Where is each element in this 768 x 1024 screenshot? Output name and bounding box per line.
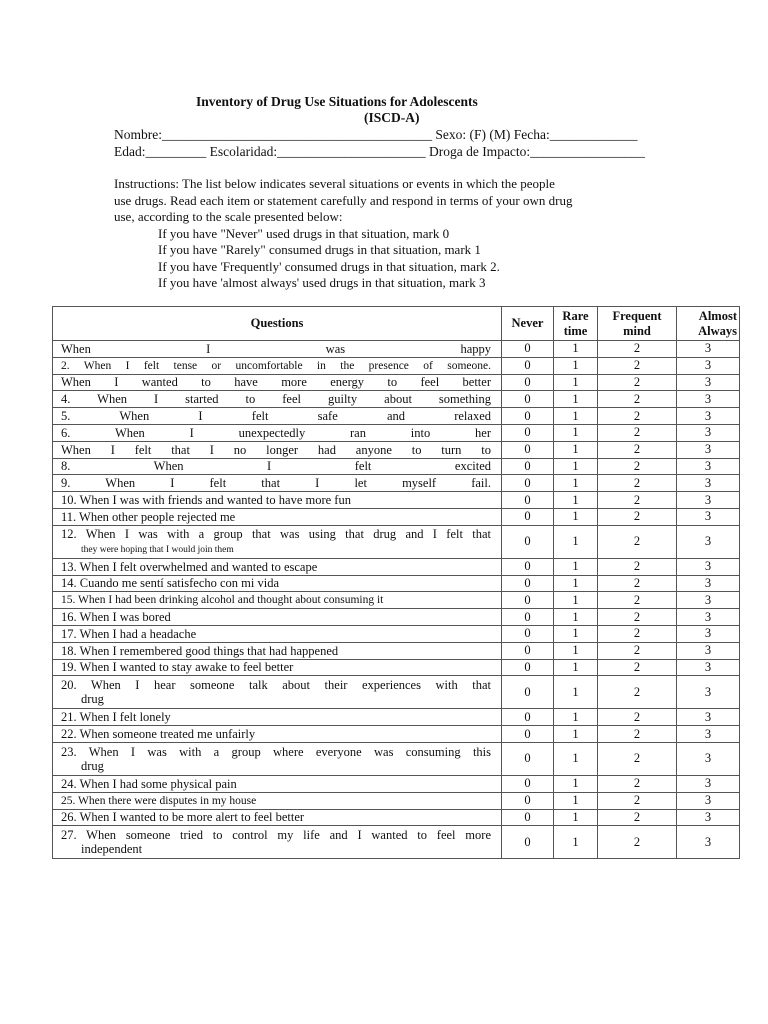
score-cell[interactable]: 2 (598, 558, 677, 575)
scale-item: If you have 'almost always' used drugs in that situation, mark 3 (158, 275, 486, 290)
score-cell[interactable]: 1 (554, 809, 598, 826)
table-row (53, 826, 740, 859)
score-cell[interactable]: 1 (554, 525, 598, 558)
score-cell[interactable]: 3 (677, 676, 740, 709)
score-cell[interactable]: 1 (554, 742, 598, 775)
question-cell: 14. Cuando me sentí satisfecho con mi vida (53, 575, 502, 592)
score-cell[interactable]: 3 (677, 726, 740, 743)
score-cell[interactable]: 2 (598, 809, 677, 826)
score-cell[interactable]: 2 (598, 742, 677, 775)
score-cell[interactable]: 2 (598, 408, 677, 425)
table-header-row (53, 307, 740, 341)
score-cell[interactable]: 2 (598, 525, 677, 558)
question-cell: 10. When I was with friends and wanted to have more fun (53, 492, 502, 509)
score-cell[interactable]: 0 (502, 408, 554, 425)
score-cell[interactable]: 0 (502, 357, 554, 374)
score-cell[interactable]: 0 (502, 525, 554, 558)
score-cell[interactable]: 1 (554, 659, 598, 676)
header-frequent: Frequent mind (598, 307, 677, 341)
table-row (53, 558, 740, 575)
table-row (53, 726, 740, 743)
score-cell[interactable]: 3 (677, 424, 740, 441)
score-cell[interactable]: 3 (677, 742, 740, 775)
table-row (53, 458, 740, 475)
question-cell (53, 826, 502, 859)
score-cell[interactable]: 3 (677, 525, 740, 558)
score-cell[interactable]: 0 (502, 792, 554, 809)
instructions (114, 176, 574, 292)
table-row (53, 408, 740, 425)
score-cell[interactable]: 3 (677, 341, 740, 358)
score-cell[interactable]: 2 (598, 492, 677, 509)
score-cell[interactable]: 1 (554, 575, 598, 592)
question-cell (53, 525, 502, 558)
question-text: 20. When I hear someone talk about their experiences with that (61, 678, 491, 693)
question-cell: 9. When I felt that I let myself fail. (53, 475, 502, 492)
score-cell[interactable]: 1 (554, 792, 598, 809)
question-cell: 11. When other people rejected me (53, 508, 502, 525)
question-cell: 26. When I wanted to be more alert to feel better (53, 809, 502, 826)
question-cell: 2. When I felt tense or uncomfortable in the presence of someone. (53, 357, 502, 374)
score-cell[interactable]: 2 (598, 659, 677, 676)
question-cell: 5. When I felt safe and relaxed (53, 408, 502, 425)
score-cell[interactable]: 1 (554, 391, 598, 408)
score-cell[interactable]: 1 (554, 441, 598, 458)
table-row (53, 391, 740, 408)
score-cell[interactable]: 1 (554, 424, 598, 441)
score-cell[interactable]: 0 (502, 642, 554, 659)
score-cell[interactable]: 3 (677, 391, 740, 408)
table-row (53, 659, 740, 676)
score-cell[interactable]: 3 (677, 642, 740, 659)
score-cell[interactable]: 1 (554, 676, 598, 709)
table-row (53, 809, 740, 826)
document-title: Inventory of Drug Use Situations for Adolescents (196, 94, 478, 109)
name-line: Nombre:________________________________________ Sexo: (F) (M) Fecha:_____________ (114, 127, 638, 142)
question-continuation: drug (81, 692, 104, 707)
question-cell: 16. When I was bored (53, 609, 502, 626)
score-cell[interactable]: 2 (598, 676, 677, 709)
scale-item: If you have 'Frequently' consumed drugs in that situation, mark 2. (158, 258, 500, 274)
table-row (53, 508, 740, 525)
scale-item: If you have "Rarely" consumed drugs in that situation, mark 1 (158, 242, 481, 257)
score-cell[interactable]: 3 (677, 558, 740, 575)
score-cell[interactable]: 2 (598, 792, 677, 809)
score-cell[interactable]: 3 (677, 441, 740, 458)
score-cell[interactable]: 0 (502, 475, 554, 492)
question-cell: When I felt that I no longer had anyone to turn to (53, 441, 502, 458)
question-cell: 25. When there were disputes in my house (53, 792, 502, 809)
age-line: Edad:_________ Escolaridad:______________________ Droga de Impacto:_________________ (114, 144, 645, 159)
score-cell[interactable]: 2 (598, 341, 677, 358)
score-cell[interactable]: 0 (502, 659, 554, 676)
score-cell[interactable]: 2 (598, 374, 677, 391)
question-continuation: drug (81, 758, 104, 773)
score-cell[interactable]: 2 (598, 726, 677, 743)
table-row (53, 592, 740, 609)
question-text: 12. When I was with a group that was using that drug and I felt that (61, 526, 491, 541)
score-cell[interactable]: 3 (677, 592, 740, 609)
question-cell: 18. When I remembered good things that had happened (53, 642, 502, 659)
score-cell[interactable]: 2 (598, 775, 677, 792)
score-cell[interactable]: 2 (598, 575, 677, 592)
score-cell[interactable]: 0 (502, 441, 554, 458)
score-cell[interactable]: 1 (554, 709, 598, 726)
question-text: 23. When I was with a group where everyone was consuming this (61, 744, 491, 759)
score-cell[interactable]: 0 (502, 625, 554, 642)
table-row (53, 742, 740, 775)
score-cell[interactable]: 0 (502, 575, 554, 592)
score-cell[interactable]: 0 (502, 775, 554, 792)
header-never: Never (502, 307, 554, 341)
question-continuation: they were hoping that I would join them (81, 544, 234, 555)
score-cell[interactable]: 0 (502, 391, 554, 408)
question-cell (53, 742, 502, 775)
scale-item: If you have "Never" used drugs in that situation, mark 0 (158, 225, 450, 241)
question-cell (53, 676, 502, 709)
document-subtitle: (ISCD-A) (364, 110, 420, 125)
score-cell[interactable]: 3 (677, 659, 740, 676)
score-cell[interactable]: 2 (598, 357, 677, 374)
score-cell[interactable]: 1 (554, 826, 598, 859)
score-cell[interactable]: 0 (502, 374, 554, 391)
score-cell[interactable]: 2 (598, 458, 677, 475)
score-cell[interactable]: 2 (598, 625, 677, 642)
score-cell[interactable]: 3 (677, 826, 740, 859)
header-questions: Questions (53, 307, 502, 341)
table-row (53, 625, 740, 642)
score-cell[interactable]: 1 (554, 726, 598, 743)
question-cell: 22. When someone treated me unfairly (53, 726, 502, 743)
score-cell[interactable]: 3 (677, 458, 740, 475)
table-row (53, 609, 740, 626)
question-continuation: independent (81, 842, 143, 857)
question-cell: 13. When I felt overwhelmed and wanted to escape (53, 558, 502, 575)
table-row (53, 775, 740, 792)
score-cell[interactable]: 1 (554, 357, 598, 374)
score-cell[interactable]: 0 (502, 742, 554, 775)
score-cell[interactable]: 3 (677, 508, 740, 525)
score-cell[interactable]: 1 (554, 492, 598, 509)
score-cell[interactable]: 0 (502, 558, 554, 575)
score-cell[interactable]: 1 (554, 458, 598, 475)
question-cell: 8. When I felt excited (53, 458, 502, 475)
table-row (53, 792, 740, 809)
score-cell[interactable]: 3 (677, 809, 740, 826)
score-cell[interactable]: 3 (677, 408, 740, 425)
score-cell[interactable]: 0 (502, 492, 554, 509)
score-cell[interactable]: 2 (598, 475, 677, 492)
score-cell[interactable]: 0 (502, 508, 554, 525)
score-cell[interactable]: 1 (554, 374, 598, 391)
question-cell: When I was happy (53, 341, 502, 358)
table-row (53, 525, 740, 558)
score-cell[interactable]: 0 (502, 709, 554, 726)
question-cell: 17. When I had a headache (53, 625, 502, 642)
score-cell[interactable]: 1 (554, 775, 598, 792)
question-cell: 24. When I had some physical pain (53, 775, 502, 792)
score-cell[interactable]: 2 (598, 826, 677, 859)
score-cell[interactable]: 0 (502, 826, 554, 859)
table-row (53, 475, 740, 492)
score-cell[interactable]: 2 (598, 709, 677, 726)
question-cell: 19. When I wanted to stay awake to feel better (53, 659, 502, 676)
score-cell[interactable]: 0 (502, 809, 554, 826)
score-cell[interactable]: 1 (554, 625, 598, 642)
score-cell[interactable]: 0 (502, 726, 554, 743)
score-cell[interactable]: 1 (554, 508, 598, 525)
score-cell[interactable]: 1 (554, 642, 598, 659)
score-cell[interactable]: 3 (677, 609, 740, 626)
score-cell[interactable]: 3 (677, 792, 740, 809)
header-almost: Almost Always (677, 307, 740, 341)
score-cell[interactable]: 1 (554, 408, 598, 425)
score-cell[interactable]: 3 (677, 709, 740, 726)
score-cell[interactable]: 0 (502, 341, 554, 358)
table-row (53, 341, 740, 358)
table-row (53, 492, 740, 509)
score-cell[interactable]: 1 (554, 475, 598, 492)
table-row (53, 575, 740, 592)
table-row (53, 441, 740, 458)
question-text: 27. When someone tried to control my life and I wanted to feel more (61, 828, 491, 843)
score-cell[interactable]: 1 (554, 592, 598, 609)
score-cell[interactable]: 2 (598, 609, 677, 626)
score-cell[interactable]: 0 (502, 676, 554, 709)
questionnaire-table (52, 306, 740, 859)
score-cell[interactable]: 0 (502, 592, 554, 609)
score-cell[interactable]: 3 (677, 475, 740, 492)
score-cell[interactable]: 3 (677, 625, 740, 642)
score-cell[interactable]: 0 (502, 458, 554, 475)
score-cell[interactable]: 3 (677, 492, 740, 509)
score-cell[interactable]: 1 (554, 341, 598, 358)
table-row (53, 676, 740, 709)
question-cell: 4. When I started to feel guilty about something (53, 391, 502, 408)
score-cell[interactable]: 2 (598, 441, 677, 458)
score-cell[interactable]: 2 (598, 391, 677, 408)
score-cell[interactable]: 2 (598, 642, 677, 659)
question-cell: 6. When I unexpectedly ran into her (53, 424, 502, 441)
score-cell[interactable]: 0 (502, 609, 554, 626)
question-cell: 21. When I felt lonely (53, 709, 502, 726)
score-cell[interactable]: 2 (598, 592, 677, 609)
score-cell[interactable]: 0 (502, 424, 554, 441)
score-cell[interactable]: 2 (598, 424, 677, 441)
table-row (53, 709, 740, 726)
score-cell[interactable]: 1 (554, 558, 598, 575)
instructions-text: Instructions: The list below indicates several situations or events in which the people use drugs. Read each item or statement carefully and respond in terms of your own drug use, according to the scale presented below: (114, 176, 573, 224)
table-row (53, 374, 740, 391)
header-rare: Rare time (554, 307, 598, 341)
score-cell[interactable]: 3 (677, 357, 740, 374)
question-cell: When I wanted to have more energy to feel better (53, 374, 502, 391)
score-cell[interactable]: 3 (677, 374, 740, 391)
score-cell[interactable]: 1 (554, 609, 598, 626)
score-cell[interactable]: 2 (598, 508, 677, 525)
question-cell: 15. When I had been drinking alcohol and thought about consuming it (53, 592, 502, 609)
table-row (53, 424, 740, 441)
table-row (53, 357, 740, 374)
score-cell[interactable]: 3 (677, 575, 740, 592)
score-cell[interactable]: 3 (677, 775, 740, 792)
table-row (53, 642, 740, 659)
